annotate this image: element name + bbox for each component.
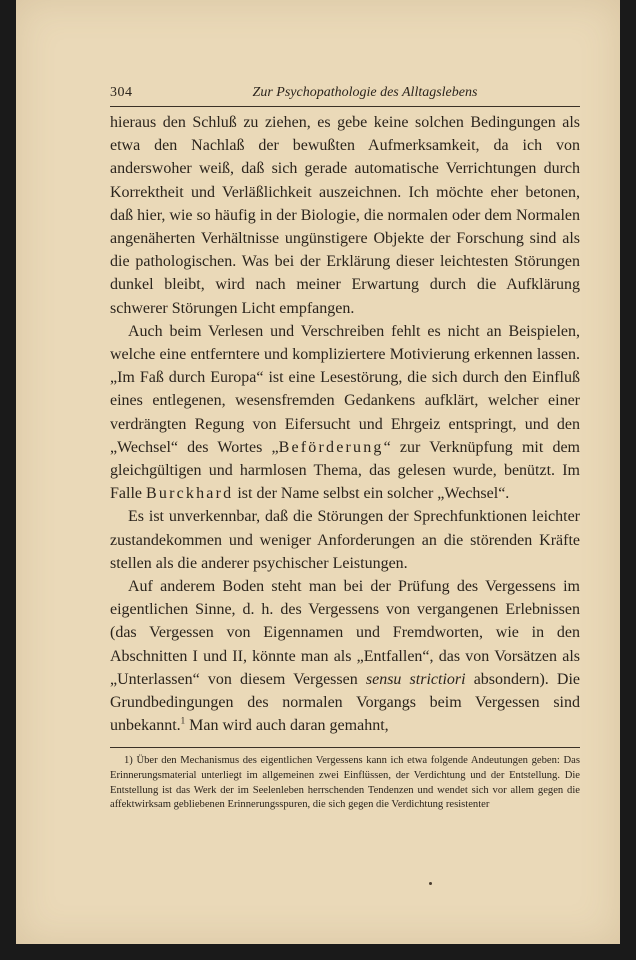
- text-run: Auch beim Verlesen und Verschreiben fehlt es nicht an Beispielen, welche eine entferntere und kompliziertere Motivierung erkennen lassen. „Im Faß durch Europa“ ist eine Lesestörung, die sich durch den Einfluß eines entlegenen, wesensfremden Gedankens aufklärt, welcher einer verdrängten Regung von Eifersucht und Ehrgeiz entspringt, und den „Wechsel“ des Wortes „: [110, 322, 580, 456]
- paragraph: [110, 320, 580, 506]
- running-header: [110, 82, 580, 104]
- text-run: Auf anderem Boden steht man bei der Prüfung des Vergessens im eigentlichen Sinne, d. h. des Vergessens von vergangenen Erlebnissen (das Vergessen von Eigennamen und Fremdworten, wie in den Abschnitten I und II, könnte man als „Entfallen“, das von Vorsätzen als „Unterlassen“ von diesem Vergessen: [110, 578, 580, 688]
- book-page: [16, 0, 620, 944]
- text-run: Es ist unverkennbar, daß die Störungen der Sprechfunktionen leichter zustandekommen und weniger Anforderungen an die störenden Kräfte stellen als die anderer psychischer Leistungen.: [110, 508, 580, 572]
- page-number: 304: [110, 85, 133, 100]
- footnote-marker: 1: [180, 715, 186, 726]
- text-run: “ zur Verknüpfung mit dem gleichgültigen und harmlosen Thema, das gelesen wurde, benützt. Im Falle: [110, 438, 580, 503]
- paragraph: [110, 575, 580, 737]
- body-text: [110, 111, 580, 737]
- text-run: absondern). Die Grundbedingungen des normalen Vorgangs beim Vergessen sind unbekannt.: [110, 670, 581, 735]
- footnote: 1) Über den Mechanismus des eigentlichen Vergessens kann ich etwa folgende Andeutungen geben: Das Erinnerungsmaterial unterliegt im allgemeinen zwei Einflüssen, der Verdichtung und der Entstellung. Die Entstellung ist das Werk der im Seelenleben herrschenden Tendenzen und wendet sich vor allem gegen die affektwirksam gebliebenen Erinnerungsspuren, die sich gegen die Verdichtung resistenter: [110, 755, 580, 811]
- text-run: hieraus den Schluß zu ziehen, es gebe keine solchen Bedingungen als etwa den Nachlaß der bewußten Aufmerksamkeit, da ich von anderswoher weiß, daß sich gerade automatische Verrichtungen durch Korrektheit und Verläßlichkeit auszeichnen. Ich möchte eher betonen, daß hier, wie so häufig in der Biologie, die normalen oder dem Normalen angenäherten Verhältnisse ungünstigere Objekte der Forschung sind als die pathologischen. Was bei der Erklärung dieser leichtesten Störungen dunkel bleibt, wird nach meiner Erwartung durch die Aufklärung schwerer Störungen Licht empfangen.: [110, 114, 580, 317]
- spaced-emphasis: Burckhard: [146, 485, 234, 503]
- spaced-emphasis: Beförderung: [278, 438, 384, 456]
- text-run: Man wird auch daran gemahnt,: [185, 717, 389, 735]
- text-run: ist der Name selbst ein solcher „Wechsel“.: [233, 485, 510, 503]
- paper-speck: [429, 882, 432, 885]
- footnote-rule: [110, 747, 580, 748]
- running-title: Zur Psychopathologie des Alltagslebens: [252, 85, 478, 100]
- header-rule: [110, 106, 580, 107]
- italic-phrase: sensu strictiori: [365, 670, 466, 688]
- paragraph: [110, 111, 580, 320]
- paragraph: [110, 505, 580, 575]
- page-content: [110, 82, 580, 813]
